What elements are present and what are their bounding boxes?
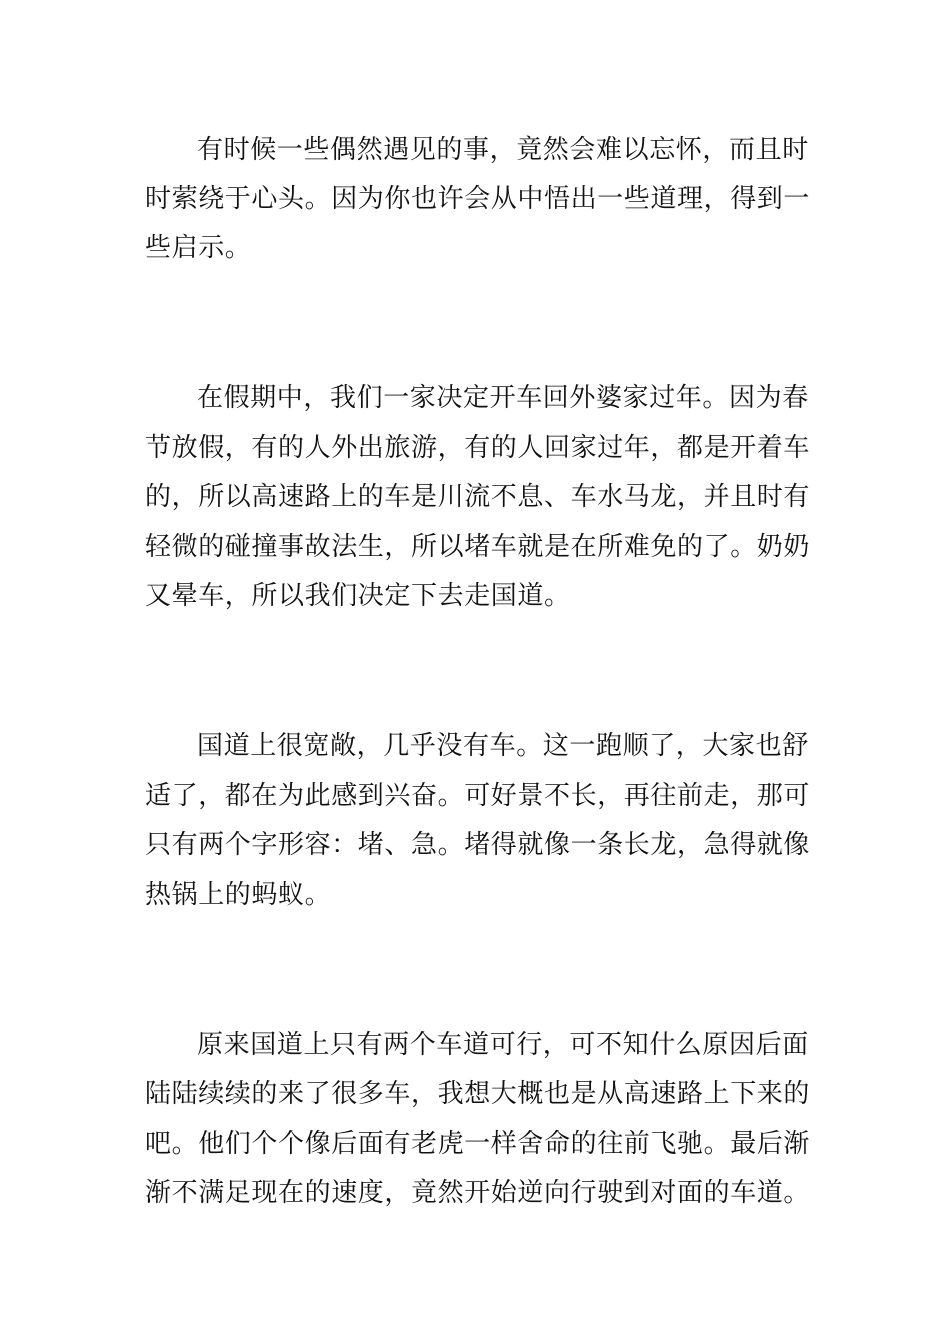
paragraph-1-line-2: 时萦绕于心头。因为你也许会从中悟出一些道理，得到一: [145, 184, 810, 214]
paragraph-1-line-1: 有时候一些偶然遇见的事，竟然会难以忘怀，而且时: [197, 135, 809, 165]
paragraph-2-line-3: 的，所以高速路上的车是川流不息、车水马龙，并且时有: [145, 482, 810, 512]
paragraph-4-line-2: 陆陆续续的来了很多车，我想大概也是从高速路上下来的: [145, 1079, 810, 1109]
paragraph-2-line-5: 又晕车，所以我们决定下去走国道。: [145, 581, 571, 611]
paragraph-4-line-4: 渐不满足现在的速度，竟然开始逆向行驶到对面的车道。: [145, 1178, 810, 1208]
paragraph-3-line-4: 热锅上的蚂蚁。: [145, 880, 332, 910]
paragraph-4-line-1: 原来国道上只有两个车道可行，可不知什么原因后面: [197, 1030, 809, 1060]
paragraph-1-line-3: 些启示。: [145, 233, 252, 263]
paragraph-2-line-4: 轻微的碰撞事故法生，所以堵车就是在所难免的了。奶奶: [145, 532, 810, 562]
paragraph-3-line-3: 只有两个字形容：堵、急。堵得就像一条长龙，急得就像: [145, 830, 810, 860]
paragraph-2-line-1: 在假期中，我们一家决定开车回外婆家过年。因为春: [197, 383, 809, 413]
paragraph-3-line-2: 适了，都在为此感到兴奋。可好景不长，再往前走，那可: [145, 781, 810, 811]
paragraph-2-line-2: 节放假，有的人外出旅游，有的人回家过年，都是开着车: [145, 433, 810, 463]
paragraph-3-line-1: 国道上很宽敞，几乎没有车。这一跑顺了，大家也舒: [197, 731, 809, 761]
paragraph-4-line-3: 吧。他们个个像后面有老虎一样舍命的往前飞驰。最后渐: [145, 1129, 810, 1159]
